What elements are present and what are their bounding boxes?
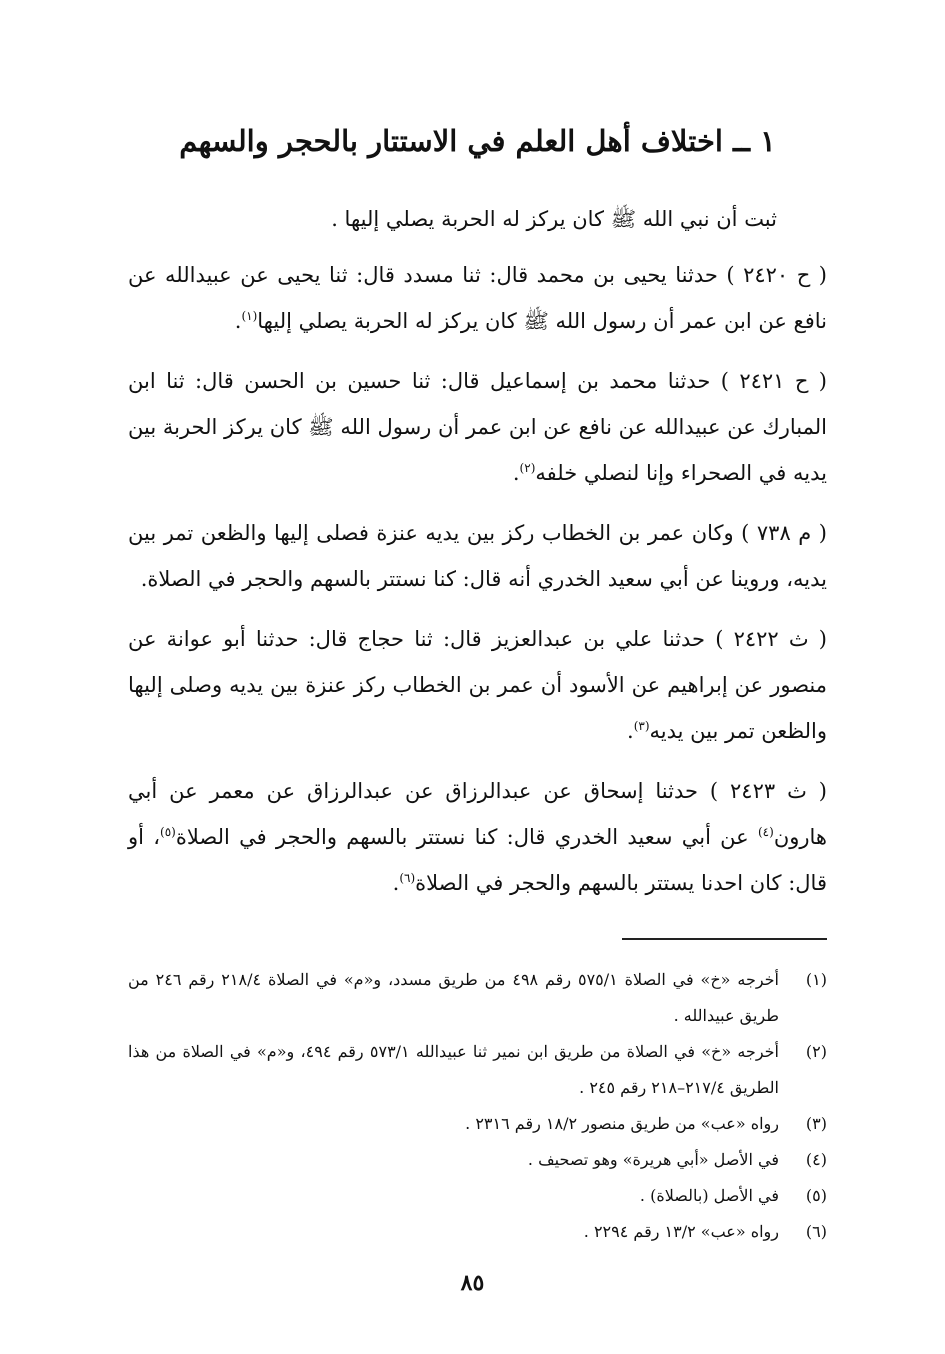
body-text	[128, 196, 827, 906]
hadith-paragraph-2420	[128, 252, 827, 344]
footnote-text: في الأصل «أبي هريرة» وهو تصحيف .	[527, 1150, 779, 1169]
footnote-ref[interactable]: (٦)	[399, 871, 416, 885]
footnote	[128, 1178, 827, 1214]
footnote-number: (١)	[805, 970, 827, 989]
paragraph-text: ( ح ٢٤٢٠ ) حدثنا يحيى بن محمد قال: ثنا مسدد قال: ثنا يحيى عن عبيدالله عن نافع عن ابن عمر أن رسول الله ﷺ كان يركز له الحربة يصلي إليها	[128, 263, 827, 333]
paragraph-text: ( ث ٢٤٢٢ ) حدثنا علي بن عبدالعزيز قال: ثنا حجاج قال: حدثنا أبو عوانة عن منصور عن إبراهيم عن الأسود أن عمر بن الخطاب ركز عنزة بين يديه وصلى إليها والظعن تمر بين يديه	[128, 627, 827, 743]
footnote-text: أخرجه «خ» في الصلاة ٥٧٥/١ رقم ٤٩٨ من طريق مسدد، و«م» في الصلاة ٢١٨/٤ رقم ٢٤٦ من طريق عبيدالله .	[128, 970, 779, 1025]
page-number: ٨٥	[460, 1270, 485, 1296]
footnote-number: (٣)	[805, 1114, 827, 1133]
hadith-paragraph-738	[128, 510, 827, 602]
footnote-separator	[622, 938, 827, 940]
footnote	[128, 1034, 827, 1106]
footnote-number: (٤)	[805, 1150, 827, 1169]
footnote	[128, 962, 827, 1034]
footnote-number: (٦)	[805, 1222, 827, 1241]
footnote-number: (٥)	[805, 1186, 827, 1205]
paragraph-text: ، أو قال: كان احدنا يستتر بالسهم والحجر في الصلاة	[128, 825, 827, 895]
paragraph-text: عن أبي سعيد الخدري قال: كنا نستتر بالسهم والحجر في الصلاة	[175, 825, 758, 849]
hadith-paragraph-2423	[128, 768, 827, 906]
footnote-ref[interactable]: (٣)	[633, 719, 650, 733]
footnote-separator-wrap	[128, 920, 827, 962]
paragraph-end: .	[627, 719, 634, 743]
intro-paragraph: ثبت أن نبي الله ﷺ كان يركز له الحربة يصلي إليها .	[331, 207, 777, 231]
footnote-text: في الأصل (بالصلاة) .	[639, 1186, 779, 1205]
paragraph-end: .	[392, 871, 400, 895]
paragraph-text: ( م ٧٣٨ ) وكان عمر بن الخطاب ركز بين يديه عنزة فصلى إليها والظعن تمر بين يديه، وروينا عن أبي سعيد الخدري أنه قال: كنا نستتر بالسهم والحجر في الصلاة.	[128, 521, 827, 591]
paragraph-text: ( ح ٢٤٢١ ) حدثنا محمد بن إسماعيل قال: ثنا حسين بن الحسن قال: ثنا ابن المبارك عن عبيدالله عن نافع عن ابن عمر أن رسول الله ﷺ كان يركز الحربة بين يديه في الصحراء وإنا لنصلي خلفه	[128, 369, 827, 485]
footnote-text: رواه «عب» من طريق منصور ١٨/٢ رقم ٢٣١٦ .	[465, 1114, 779, 1133]
footnote-ref[interactable]: (١)	[241, 309, 258, 323]
footnote-ref[interactable]: (٢)	[519, 461, 536, 475]
footnote	[128, 1214, 827, 1250]
footnote-ref[interactable]: (٤)	[757, 825, 774, 839]
footnote-text: رواه «عب» ١٣/٢ رقم ٢٢٩٤ .	[583, 1222, 779, 1241]
footnote	[128, 1142, 827, 1178]
footnote-ref[interactable]: (٥)	[160, 825, 176, 839]
paragraph-text: ( ث ٢٤٢٣ ) حدثنا إسحاق عن عبدالرزاق عن عبدالرزاق عن معمر عن أبي هارون	[128, 779, 827, 849]
paragraph-end: .	[512, 461, 520, 485]
chapter-title: ١ ــ اختلاف أهل العلم في الاستتار بالحجر والسهم	[179, 124, 776, 158]
hadith-paragraph-2421	[128, 358, 827, 496]
footnote-number: (٢)	[805, 1042, 827, 1061]
footnote-text: أخرجه «خ» في الصلاة من طريق ابن نمير ثنا عبيدالله ٥٧٣/١ رقم ٤٩٤، و«م» في الصلاة من هذا الطريق ٢١٧/٤–٢١٨ رقم ٢٤٥ .	[128, 1042, 779, 1097]
hadith-paragraph-2422	[128, 616, 827, 754]
paragraph-end: .	[234, 309, 242, 333]
footnote	[128, 1106, 827, 1142]
footnotes	[128, 962, 827, 1250]
